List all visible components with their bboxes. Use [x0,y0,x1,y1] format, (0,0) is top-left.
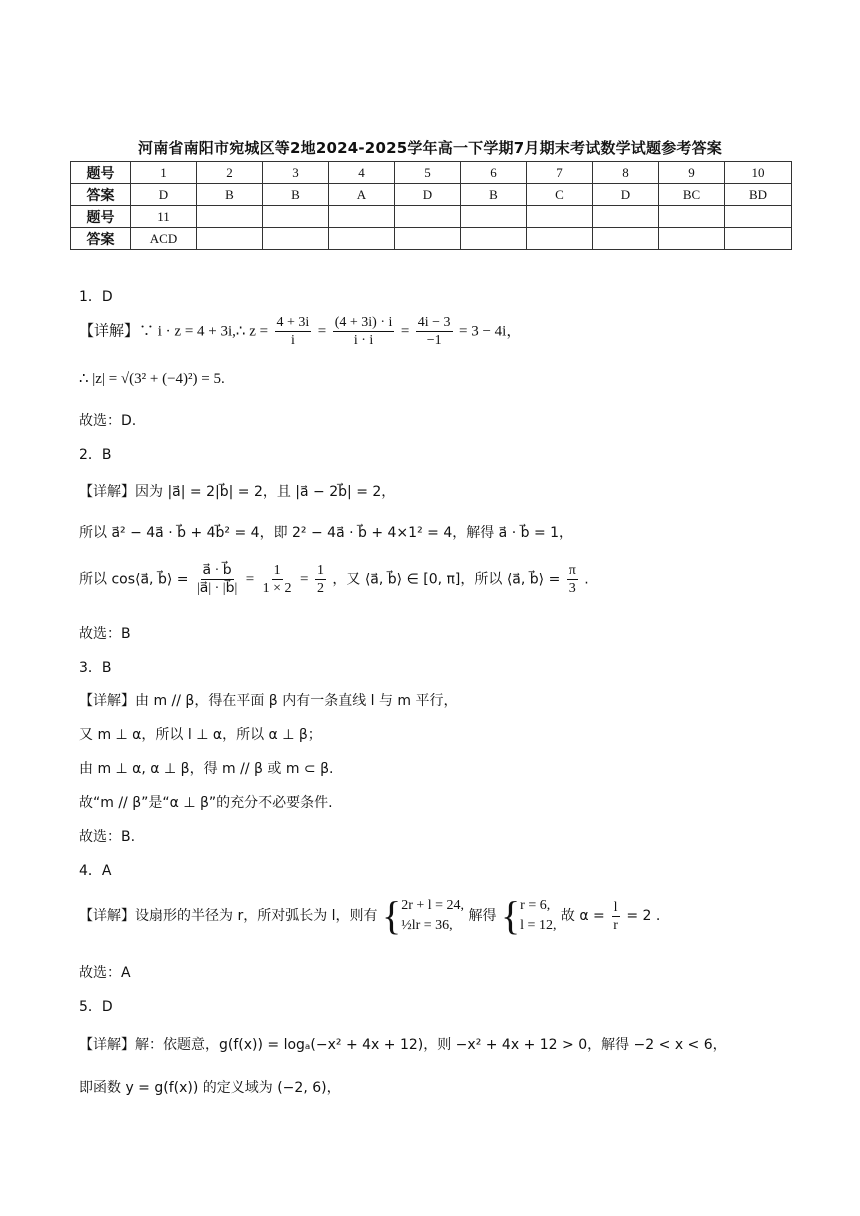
table-cell: 9 [659,162,725,184]
page-title: 河南省南阳市宛城区等2地2024-2025学年高一下学期7月期末考试数学试题参考答案 [138,139,722,157]
system-row: 2r + l = 24, [401,898,465,913]
q4-line-2: 故选：A [79,965,131,981]
answer-table [70,161,792,250]
q2-heading: 2．B [79,447,112,463]
q2-fraction-4 [567,562,578,597]
q1-fraction-1 [275,314,312,349]
table-cell [461,206,527,228]
table-cell [659,206,725,228]
table-cell: ACD [131,228,197,250]
table-row-header: 答案 [71,184,131,206]
equals: = [245,571,255,588]
table-row-header: 题号 [71,162,131,184]
q4-heading: 4．A [79,863,112,879]
table-cell: BD [725,184,792,206]
q1-heading: 1．D [79,289,113,305]
q4-system-2 [520,896,556,936]
table-cell: 1 [131,162,197,184]
left-brace-icon: { [382,893,402,938]
left-brace-icon: { [500,893,521,938]
q1-text-b: = 3 − 4i， [459,323,522,340]
table-cell: 5 [395,162,461,184]
table-cell: D [395,184,461,206]
table-cell: 3 [263,162,329,184]
frac-num: 1 [316,563,324,578]
table-cell [263,206,329,228]
q5-line-1: 【详解】解：依题意，g(f(x)) = logₐ(−x² + 4x + 12)，则 −x² + 4x + 12 > 0，解得 −2 < x < 6， [79,1037,727,1053]
q3-line-5: 故选：B. [79,829,136,845]
q2-line-1: 【详解】因为 |a⃗| = 2|b⃗| = 2，且 |a⃗ − 2b⃗| = 2， [79,484,396,500]
table-cell: B [197,184,263,206]
q2-line-2: 所以 a⃗² − 4a⃗ · b⃗ + 4b⃗² = 4，即 2² − 4a⃗ · b⃗ + 4×1² = 4，解得 a⃗ · b⃗ = 1， [79,525,574,541]
q3-line-4: 故“m // β”是“α ⊥ β”的充分不必要条件. [79,795,333,811]
q3-line-3: 由 m ⊥ α, α ⊥ β，得 m // β 或 m ⊂ β. [79,761,334,777]
table-row [71,162,792,184]
table-cell [593,228,659,250]
table-cell [725,228,792,250]
system-row: r = 6, [520,898,551,913]
q5-heading: 5．D [79,999,113,1015]
q3-line-2: 又 m ⊥ α，所以 l ⊥ α，所以 α ⊥ β； [79,727,322,743]
frac-den: 2 [316,581,324,596]
q1-text-a: 【详解】∵ i · z = 4 + 3i,∴ z = [79,323,269,340]
equals: = [317,323,327,340]
frac-den: r [613,917,618,933]
q4-line-1 [79,893,661,938]
table-cell: 8 [593,162,659,184]
table-cell [329,206,395,228]
q1-fraction-2 [333,314,395,349]
table-cell: B [263,184,329,206]
frac-num: a⃗ · b⃗ [202,563,232,578]
table-cell: D [593,184,659,206]
table-cell: 11 [131,206,197,228]
table-cell [197,206,263,228]
q3-line-1: 【详解】由 m // β，得在平面 β 内有一条直线 l 与 m 平行， [79,693,458,709]
q1-line-1 [79,314,521,349]
system-row: ½lr = 36, [401,918,453,933]
q4-text-b: 解得 [468,908,497,924]
q4-text-c: 故 α = [560,908,605,924]
frac-num: 4i − 3 [417,315,451,330]
q4-text-a: 【详解】设扇形的半径为 r，所对弧长为 l，则有 [79,908,378,924]
q4-fraction [611,899,620,934]
table-cell [725,206,792,228]
q4-text-d: = 2 . [626,908,661,924]
frac-num: l [613,899,618,915]
q2-fraction-3 [315,562,326,597]
table-cell: D [131,184,197,206]
table-cell [527,228,593,250]
table-cell: C [527,184,593,206]
q4-system-1 [401,896,464,936]
frac-num: 4 + 3i [276,315,310,330]
table-cell [395,206,461,228]
table-cell: BC [659,184,725,206]
table-cell: A [329,184,395,206]
table-cell [197,228,263,250]
table-row-header: 答案 [71,228,131,250]
table-cell: 4 [329,162,395,184]
frac-den: 3 [568,581,576,596]
q2-line-4: 故选：B [79,626,131,642]
table-row [71,184,792,206]
frac-num: (4 + 3i) · i [334,315,393,330]
table-cell: B [461,184,527,206]
q2-line-3 [79,562,589,597]
table-row [71,228,792,250]
q1-line-3: 故选：D. [79,413,137,429]
equals: = [300,571,309,588]
table-cell: 10 [725,162,792,184]
q1-fraction-3 [416,314,453,349]
q2-fraction-1 [195,562,239,597]
table-cell [395,228,461,250]
q2-text-c: . [584,571,589,588]
q2-text-a: 所以 cos⟨a⃗, b⃗⟩ = [79,571,189,588]
table-cell [263,228,329,250]
table-cell: 6 [461,162,527,184]
frac-den: 1 × 2 [262,581,292,596]
table-cell: 2 [197,162,263,184]
q3-heading: 3．B [79,660,112,676]
table-cell [527,206,593,228]
q1-line-2: ∴ |z| = √(3² + (−4)²) = 5. [79,371,225,387]
frac-den: |a⃗| · |b⃗| [196,581,238,596]
q2-text-b: ，又 ⟨a⃗, b⃗⟩ ∈ [0, π]，所以 ⟨a⃗, b⃗⟩ = [332,571,561,588]
frac-den: i [290,333,295,348]
table-cell [329,228,395,250]
frac-den: i · i [353,333,374,348]
q2-fraction-2 [261,562,294,597]
table-cell [461,228,527,250]
equals: = [400,323,410,340]
frac-den: −1 [426,333,442,348]
frac-num: π [568,563,576,578]
table-cell [593,206,659,228]
table-row [71,206,792,228]
table-cell [659,228,725,250]
table-row-header: 题号 [71,206,131,228]
frac-num: 1 [273,563,281,578]
q5-line-2: 即函数 y = g(f(x)) 的定义域为 (−2, 6)， [79,1080,341,1096]
system-row: l = 12, [520,918,557,933]
table-cell: 7 [527,162,593,184]
